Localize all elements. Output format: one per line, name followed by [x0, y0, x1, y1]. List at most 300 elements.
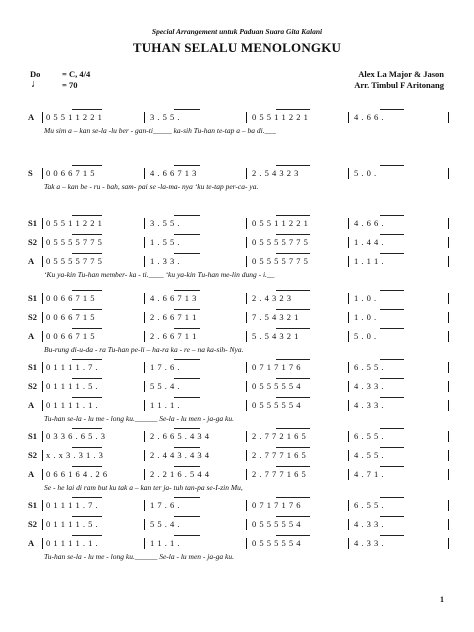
measure	[150, 256, 246, 267]
voice-row	[28, 519, 450, 530]
beam-line	[380, 290, 404, 291]
measure	[252, 469, 348, 480]
barline	[246, 218, 247, 229]
measure	[46, 450, 142, 461]
voice-label: A	[28, 112, 35, 122]
measure	[252, 293, 348, 304]
voice-row	[28, 331, 450, 342]
beam-line	[380, 109, 404, 110]
beam-line	[276, 109, 310, 110]
measure	[150, 500, 246, 511]
voice-label: S2	[28, 312, 37, 322]
barline	[42, 362, 43, 373]
measure	[150, 381, 246, 392]
barline	[348, 500, 349, 511]
measure	[252, 218, 348, 229]
barline	[144, 312, 145, 323]
beam-line	[174, 466, 200, 467]
barline	[144, 519, 145, 530]
beam-line	[72, 328, 102, 329]
barline	[448, 331, 449, 342]
measure	[46, 431, 142, 442]
barline	[448, 168, 449, 179]
beam-line	[276, 497, 310, 498]
barline	[448, 237, 449, 248]
measure-notes: 5 5 . 4 .	[150, 381, 180, 391]
measure-notes: 3 . 5 5 .	[150, 218, 180, 228]
measure-notes: 0 0 6 6 7 1 5	[46, 331, 95, 341]
beam-line	[276, 516, 310, 517]
measure	[46, 469, 142, 480]
measure-notes: 1 1 . 1 .	[150, 538, 180, 548]
measure-notes: 0 5 5 5 5 5 4	[252, 519, 301, 529]
voice-row	[28, 381, 450, 392]
measure-notes: 0 1 1 1 1 . 5 .	[46, 519, 99, 529]
measure	[252, 450, 348, 461]
beam-line	[72, 516, 102, 517]
measure-notes: 0 5 5 1 1 2 2 1	[46, 112, 103, 122]
beam-line	[380, 359, 404, 360]
arranger: Arr. Timbul F Aritonang	[354, 80, 444, 90]
voice-label: S1	[28, 218, 37, 228]
measure	[46, 362, 142, 373]
beam-line	[174, 397, 200, 398]
barline	[42, 400, 43, 411]
measure	[252, 381, 348, 392]
measure	[46, 168, 142, 179]
key-label: Do	[30, 69, 41, 79]
barline	[348, 237, 349, 248]
beam-line	[174, 165, 200, 166]
barline	[448, 218, 449, 229]
measure	[150, 331, 246, 342]
beam-line	[276, 290, 310, 291]
measure-notes: 1 7 . 6 .	[150, 500, 180, 510]
barline	[348, 381, 349, 392]
measure	[252, 237, 348, 248]
barline	[246, 500, 247, 511]
beam-line	[72, 397, 102, 398]
measure	[354, 237, 450, 248]
measure-notes: 0 7 1 7 1 7 6	[252, 500, 301, 510]
measure-notes: 4 . 3 3 .	[354, 538, 384, 548]
barline	[246, 381, 247, 392]
beam-line	[72, 447, 102, 448]
measure-notes: 0 5 5 1 1 2 2 1	[46, 218, 103, 228]
beam-line	[380, 497, 404, 498]
measure	[150, 469, 246, 480]
measure	[354, 168, 450, 179]
measure-notes: 4 . 6 6 7 1 3	[150, 168, 197, 178]
beam-line	[72, 428, 102, 429]
measure	[354, 362, 450, 373]
measure-notes: 2 . 6 6 5 . 4 3 4	[150, 431, 210, 441]
measure	[150, 312, 246, 323]
measure-notes: 1 . 1 1 .	[354, 256, 384, 266]
measure-notes: 2 . 7 7 2 1 6 5	[252, 431, 307, 441]
measure	[150, 450, 246, 461]
barline	[144, 400, 145, 411]
beam-line	[174, 497, 200, 498]
barline	[246, 331, 247, 342]
measure	[252, 400, 348, 411]
barline	[42, 237, 43, 248]
beam-line	[276, 397, 310, 398]
measure-notes: 4 . 5 5 .	[354, 450, 384, 460]
beam-line	[72, 535, 102, 536]
beam-line	[276, 328, 310, 329]
measure-notes: 4 . 3 3 .	[354, 519, 384, 529]
beam-line	[174, 516, 200, 517]
measure	[252, 500, 348, 511]
measure	[354, 218, 450, 229]
voice-row	[28, 168, 450, 179]
measure-notes: x . x 3 . 3 1 . 3	[46, 450, 104, 460]
measure-notes: 6 . 5 5 .	[354, 362, 384, 372]
measure	[46, 519, 142, 530]
beam-line	[276, 234, 310, 235]
barline	[144, 431, 145, 442]
beam-line	[174, 253, 200, 254]
beam-line	[174, 535, 200, 536]
beam-line	[380, 535, 404, 536]
voice-label: S1	[28, 293, 37, 303]
beam-line	[380, 397, 404, 398]
measure	[46, 237, 142, 248]
beam-line	[276, 447, 310, 448]
beam-line	[174, 109, 200, 110]
song-title: TUHAN SELALU MENOLONGKU	[132, 40, 342, 55]
measure	[252, 538, 348, 549]
measure-notes: 0 7 1 7 1 7 6	[252, 362, 301, 372]
barline	[348, 450, 349, 461]
barline	[348, 400, 349, 411]
barline	[448, 519, 449, 530]
beam-line	[380, 215, 404, 216]
beam-line	[174, 447, 200, 448]
barline	[448, 469, 449, 480]
barline	[42, 538, 43, 549]
measure-notes: 0 5 5 1 1 2 2 1	[252, 112, 309, 122]
beam-line	[174, 290, 200, 291]
voice-row	[28, 538, 450, 549]
barline	[448, 381, 449, 392]
barline	[144, 256, 145, 267]
barline	[42, 431, 43, 442]
beam-line	[72, 466, 102, 467]
voice-row	[28, 500, 450, 511]
beam-line	[174, 234, 200, 235]
barline	[144, 168, 145, 179]
barline	[448, 431, 449, 442]
barline	[246, 112, 247, 123]
measure-notes: 4 . 7 1 .	[354, 469, 384, 479]
measure	[150, 218, 246, 229]
measure-notes: 0 5 5 5 5 5 4	[252, 538, 301, 548]
barline	[144, 500, 145, 511]
barline	[42, 218, 43, 229]
measure	[46, 256, 142, 267]
barline	[448, 112, 449, 123]
barline	[448, 538, 449, 549]
beam-line	[72, 309, 102, 310]
measure	[46, 112, 142, 123]
measure	[150, 519, 246, 530]
barline	[42, 331, 43, 342]
measure	[252, 519, 348, 530]
measure	[252, 331, 348, 342]
measure	[354, 331, 450, 342]
voice-label: A	[28, 331, 35, 341]
measure-notes: 0 1 1 1 1 . 7 .	[46, 500, 99, 510]
measure	[46, 218, 142, 229]
measure	[46, 538, 142, 549]
measure	[46, 381, 142, 392]
composer: Alex La Major & Jason	[358, 69, 444, 79]
measure-notes: 2 . 6 6 7 1 1	[150, 331, 197, 341]
barline	[246, 469, 247, 480]
measure-notes: 2 . 7 7 7 1 6 5	[252, 450, 307, 460]
barline	[448, 256, 449, 267]
voice-row	[28, 469, 450, 480]
voice-row	[28, 431, 450, 442]
barline	[246, 362, 247, 373]
measure-notes: 0 6 6 1 6 4 . 2 6	[46, 469, 108, 479]
measure-notes: 0 1 1 1 1 . 7 .	[46, 362, 99, 372]
measure	[354, 469, 450, 480]
measure-notes: 0 0 6 6 7 1 5	[46, 293, 95, 303]
measure-notes: 1 . 3 3 .	[150, 256, 180, 266]
beam-line	[380, 428, 404, 429]
beam-line	[174, 428, 200, 429]
barline	[348, 431, 349, 442]
barline	[42, 256, 43, 267]
measure-notes: 0 1 1 1 1 . 1 .	[46, 400, 99, 410]
measure-notes: 4 . 3 3 .	[354, 381, 384, 391]
measure-notes: 0 3 3 6 . 6 5 . 3	[46, 431, 106, 441]
barline	[144, 381, 145, 392]
measure	[252, 168, 348, 179]
barline	[42, 168, 43, 179]
voice-row	[28, 362, 450, 373]
barline	[246, 256, 247, 267]
barline	[348, 331, 349, 342]
beam-line	[72, 109, 102, 110]
beam-line	[72, 378, 102, 379]
measure-notes: 5 . 0 .	[354, 168, 377, 178]
measure	[354, 538, 450, 549]
barline	[448, 500, 449, 511]
measure-notes: 0 0 6 6 7 1 5	[46, 312, 95, 322]
barline	[348, 112, 349, 123]
voice-label: S2	[28, 237, 37, 247]
beam-line	[380, 516, 404, 517]
measure	[354, 112, 450, 123]
measure-notes: 4 . 6 6 7 1 3	[150, 293, 197, 303]
beam-line	[174, 309, 200, 310]
barline	[348, 469, 349, 480]
beam-line	[276, 378, 310, 379]
beam-line	[380, 447, 404, 448]
beam-line	[380, 328, 404, 329]
beam-line	[72, 234, 102, 235]
barline	[144, 218, 145, 229]
measure-notes: 7 . 5 4 3 2 1	[252, 312, 299, 322]
measure-notes: 5 5 . 4 .	[150, 519, 180, 529]
lyric-line: ‘Ku ya-kin Tu-han member- ka - ti.____ ‘ku ya-kin Tu-han me-lin dung - i.__	[44, 270, 275, 279]
beam-line	[72, 215, 102, 216]
voice-row	[28, 256, 450, 267]
measure	[354, 400, 450, 411]
measure-notes: 0 1 1 1 1 . 5 .	[46, 381, 99, 391]
beam-line	[174, 359, 200, 360]
measure	[150, 168, 246, 179]
page-number: 1	[440, 595, 444, 604]
measure-notes: 5 . 5 4 3 2 1	[252, 331, 299, 341]
barline	[348, 312, 349, 323]
measure	[354, 256, 450, 267]
voice-label: S2	[28, 519, 37, 529]
barline	[448, 450, 449, 461]
barline	[448, 312, 449, 323]
measure	[354, 519, 450, 530]
beam-line	[174, 378, 200, 379]
arrangement-note: Special Arrangement untuk Paduan Suara Gita Kalani	[151, 27, 323, 36]
voice-row	[28, 293, 450, 304]
measure-notes: 0 5 5 5 5 7 7 5	[252, 256, 309, 266]
measure-notes: 1 . 5 5 .	[150, 237, 180, 247]
beam-line	[174, 215, 200, 216]
barline	[144, 450, 145, 461]
barline	[42, 381, 43, 392]
beam-line	[276, 215, 310, 216]
barline	[348, 519, 349, 530]
voice-label: A	[28, 400, 35, 410]
measure-notes: 0 5 5 5 5 7 7 5	[252, 237, 309, 247]
voice-label: S1	[28, 500, 37, 510]
measure	[252, 312, 348, 323]
measure-notes: 1 . 0 .	[354, 293, 377, 303]
beam-line	[380, 234, 404, 235]
measure-notes: 1 1 . 1 .	[150, 400, 180, 410]
measure-notes: 4 . 6 6 .	[354, 112, 384, 122]
measure	[252, 431, 348, 442]
voice-label: A	[28, 538, 35, 548]
beam-line	[276, 309, 310, 310]
barline	[42, 519, 43, 530]
voice-row	[28, 237, 450, 248]
barline	[144, 293, 145, 304]
barline	[448, 362, 449, 373]
beam-line	[380, 378, 404, 379]
measure-notes: 0 5 5 5 5 7 7 5	[46, 256, 103, 266]
measure	[46, 331, 142, 342]
measure-notes: 4 . 6 6 .	[354, 218, 384, 228]
beam-line	[72, 497, 102, 498]
barline	[348, 293, 349, 304]
measure-notes: 0 1 1 1 1 . 1 .	[46, 538, 99, 548]
barline	[42, 312, 43, 323]
voice-row	[28, 218, 450, 229]
barline	[246, 237, 247, 248]
measure-notes: 2 . 4 3 2 3	[252, 293, 292, 303]
measure	[150, 362, 246, 373]
barline	[144, 331, 145, 342]
barline	[246, 519, 247, 530]
lyric-line: Tak a – kan be - ru - bah, sam- pai se -la-ma- nya ‘ku te-tap per-ca- ya.	[44, 182, 259, 191]
measure-notes: 4 . 3 3 .	[354, 400, 384, 410]
voice-label: A	[28, 256, 35, 266]
lyric-line: Tu-han se-la - lu me - long ku.______ Se-la - lu men - ja-ga ku.	[44, 414, 234, 423]
beam-line	[380, 466, 404, 467]
measure-notes: 1 7 . 6 .	[150, 362, 180, 372]
measure-notes: 2 . 4 4 3 . 4 3 4	[150, 450, 210, 460]
measure	[150, 293, 246, 304]
measure	[354, 312, 450, 323]
barline	[246, 538, 247, 549]
key-signature: = C, 4/4	[62, 69, 91, 79]
measure-notes: 2 . 7 7 7 1 6 5	[252, 469, 307, 479]
measure	[150, 538, 246, 549]
barline	[144, 469, 145, 480]
measure	[354, 500, 450, 511]
barline	[246, 293, 247, 304]
beam-line	[72, 165, 102, 166]
tempo: = 70	[62, 80, 78, 90]
beam-line	[380, 309, 404, 310]
beam-line	[276, 359, 310, 360]
voice-label: A	[28, 469, 35, 479]
measure	[252, 256, 348, 267]
voice-label: S	[28, 168, 33, 178]
measure-notes: 0 5 5 5 5 7 7 5	[46, 237, 103, 247]
measure-notes: 0 5 5 5 5 5 4	[252, 400, 301, 410]
barline	[348, 256, 349, 267]
voice-label: S2	[28, 450, 37, 460]
beam-line	[276, 428, 310, 429]
measure	[252, 112, 348, 123]
beam-line	[276, 466, 310, 467]
measure	[46, 400, 142, 411]
measure-notes: 1 . 4 4 .	[354, 237, 384, 247]
barline	[348, 538, 349, 549]
measure-notes: 0 5 5 5 5 5 4	[252, 381, 301, 391]
lyric-line: Mu sim a – kan se-la -lu ber - gan-ti_____ ka-sih Tu-han te-tap a – ba di.___	[44, 126, 276, 135]
quarter-note-icon: ♩	[31, 78, 42, 90]
measure	[46, 293, 142, 304]
barline	[42, 500, 43, 511]
voice-row	[28, 450, 450, 461]
barline	[246, 431, 247, 442]
voice-label: S1	[28, 362, 37, 372]
measure-notes: 2 . 5 4 3 2 3	[252, 168, 299, 178]
measure-notes: 2 . 2 1 6 . 5 4 4	[150, 469, 210, 479]
barline	[246, 450, 247, 461]
measure	[354, 450, 450, 461]
barline	[246, 312, 247, 323]
measure	[46, 500, 142, 511]
measure-notes: 6 . 5 5 .	[354, 431, 384, 441]
barline	[42, 469, 43, 480]
measure-notes: 5 . 0 .	[354, 331, 377, 341]
barline	[348, 362, 349, 373]
barline	[348, 168, 349, 179]
measure	[150, 237, 246, 248]
barline	[144, 538, 145, 549]
lyric-line: Bu-rung di-u-da - ra Tu-han pe-li – ha-ra ka - re – na ka-sih- Nya.	[44, 345, 244, 354]
measure-notes: 6 . 5 5 .	[354, 500, 384, 510]
beam-line	[72, 359, 102, 360]
